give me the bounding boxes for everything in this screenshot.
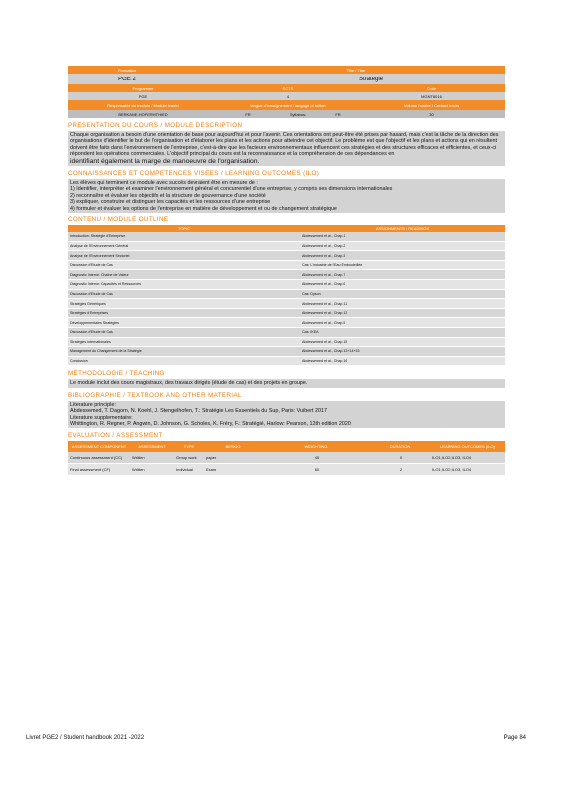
contenu-topic: Diagnostic Interne: Chaîne de Valeur — [70, 272, 129, 277]
competences-box — [68, 179, 505, 213]
header-leader-values-row — [68, 110, 505, 118]
volume-label: Volume horaire / Contact hours — [403, 102, 460, 108]
footer-page-number: Page 84 — [503, 735, 526, 741]
responsable-label: Responsable du module / Module leader — [107, 102, 179, 108]
bibliographie-line: Whittington, R. Regner, P. Angwin, D. Johnson, G. Scholes, K. Fréry, F.: Stratégié, Harlow: Pearson, 12th edition 2020 — [70, 421, 351, 427]
contenu-reading: Abdessemed et al., Chap.15 — [302, 339, 348, 344]
eval-col-ilo: LEARNING OUTCOMES (ILO) — [440, 444, 495, 450]
evaluation-ilo: ILO1,ILO2,ILO3, ILO4 — [432, 467, 472, 473]
evaluation-weighting: 60 — [314, 467, 320, 473]
evaluation-row — [68, 452, 505, 464]
header-leader-labels-row — [68, 100, 505, 110]
evaluation-table — [68, 452, 505, 476]
contenu-reading: Abdessemed et al., Chap.11 — [302, 301, 348, 306]
contenu-topic: Analyse de l'Environnement Sectoriel — [70, 253, 130, 258]
contenu-header-row — [68, 225, 505, 232]
contenu-topic: Introduction: Stratégie d'Entreprise — [70, 234, 126, 239]
langue-label: langue d'enseignement / langage of tuition — [250, 102, 326, 108]
contenu-row — [68, 299, 505, 309]
contenu-row — [68, 357, 505, 367]
presentation-text: Chaque organisation a besoin d'une orientation de base pour aujourd'hui et pour l'avenir. Ces orientations ont peut-être été prises par hasard, mais c'est la tâche de la direction des organisations d'identifier le but de l'organisation et d'élaborer les plans et les actions pour atteindre cet objectif. Le problème est que l'objectif et les plans et actions qui en résultent doivent être faits dans l'environnement de l'entreprise, c'est-à-dire que les facteurs environnementaux influencent ces stratégies et des structures efficaces et efficientes, et ceux-ci répondent les opérations commerciales. L'objectif principal du cours est la reconnaissance et la compréhension de ces dépendances en — [70, 132, 499, 158]
contenu-topic: Discussion d'Etude de Cas — [70, 330, 113, 335]
code-label: Code — [426, 85, 437, 91]
contenu-reading: Abdessemed et al., Chap.3 — [302, 253, 346, 258]
contenu-row — [68, 242, 505, 252]
methodologie-text: Le module inclut des cours magistraux, des travaux dirigés (étude de cas) et des projets en groupe. — [70, 380, 308, 387]
course-title: Stratégie — [358, 76, 383, 82]
program-value: PGE 2 — [118, 76, 136, 82]
methodologie-heading: METHODOLOGIE / TEACHING — [68, 370, 165, 378]
contenu-reading: Abdessemed et al., Chap.5 — [302, 320, 346, 325]
bibliographie-line: Literature principle: — [70, 401, 116, 408]
contenu-topic: Stratégies d'Entreprises — [70, 311, 109, 316]
evaluation-header-row — [68, 441, 505, 452]
footer-left: Livret PGE2 / Student handbook 2021 -2022 — [26, 735, 145, 741]
contenu-topic: Discussion d'Etude de Cas — [70, 291, 113, 296]
evaluation-weighting: 40 — [314, 455, 320, 461]
contenu-topic: Stratégies Internationales — [70, 339, 111, 344]
eval-col-type: TYPE — [183, 444, 195, 450]
contenu-row — [68, 338, 505, 348]
contenu-topic: Conclusion — [70, 359, 88, 364]
contenu-topic: Développementales Stratégies — [70, 320, 119, 325]
contenu-topic: Management du Changement de la Stratégie — [70, 349, 142, 354]
contenu-reading: Abdessemed et al., Chap.12 — [302, 311, 348, 316]
contenu-heading: CONTENU / MODULE OUTLINE — [68, 216, 169, 224]
contenu-reading: Abdessemed et al., Chap.13+14+15 — [302, 349, 360, 354]
evaluation-type: Individual — [176, 467, 193, 473]
evaluation-type: Group work — [176, 455, 197, 461]
contenu-topic: Stratégies Génériques — [70, 301, 106, 306]
evaluation-duration: 2 — [399, 467, 403, 473]
contenu-reading: Abdessemed et al., Chap.2 — [302, 243, 346, 248]
contenu-topic: Analyse de l'Environnement Général — [70, 243, 129, 248]
evaluation-component: Continuous assessment (CC) — [70, 455, 123, 461]
readings-col-header: ASSIGNMENTS / READINGS — [375, 226, 430, 232]
ects-label: ECTS — [282, 85, 294, 91]
evaluation-row — [68, 464, 505, 476]
hours-value: 30 — [429, 111, 434, 117]
evaluation-beskio: paper — [206, 455, 217, 461]
evaluation-beskio: Exam — [206, 467, 217, 473]
contenu-row — [68, 290, 505, 300]
ects-value: 4 — [286, 93, 290, 99]
presentation-heading: PRESENTATION DU COURS / MODULE DESCRIPTION — [68, 122, 243, 129]
programme-label: Programme — [132, 85, 154, 91]
contenu-reading: Abdessemed et al., Chap.1 — [302, 234, 346, 239]
bibliographie-heading: BIBLIOGRAPHIE / TEXTBOOK AND OTHER MATERIAL — [68, 391, 242, 399]
evaluation-assessment: Written — [132, 455, 145, 461]
contenu-reading: Abdessemed et al., Chap.6 — [302, 282, 346, 287]
contenu-table — [68, 232, 505, 366]
presentation-text-box — [68, 131, 505, 166]
contenu-reading: Abdessemed et al., Chap.16 — [302, 359, 348, 364]
eval-col-beskio: BESKIO — [225, 444, 241, 450]
eval-col-duration: DURATION — [389, 444, 411, 450]
eval-col-component: ASSESSMENT COMPONENT — [71, 444, 127, 450]
evaluation-ilo: ILO1,ILO2,ILO3, ILO4 — [432, 455, 472, 461]
titre-label: Title / Titre — [346, 67, 366, 73]
contenu-row — [68, 309, 505, 319]
evaluation-heading: EVALUATION / ASSESSMENT — [68, 432, 163, 440]
contenu-reading: Cas: IKEA — [302, 330, 319, 335]
header-title-row — [68, 66, 505, 74]
bibliographie-box — [68, 401, 505, 429]
contenu-row — [68, 347, 505, 357]
bibliographie-line: Abdessemed, T. Dagorn, N. Koehl, J. Stengelhofen, T.: Stratégie Les Essentiels du Sup, Paris: Vuibert 2017 — [70, 408, 328, 415]
contenu-row — [68, 280, 505, 290]
langue-value: FR — [245, 111, 251, 117]
contenu-topic: Diagnostic Interne: Capacités et Ressources — [70, 282, 141, 287]
contenu-topic: Discussion d'Etude de Cas — [70, 263, 113, 268]
contenu-row — [68, 261, 505, 271]
competence-item: 1) Identifier, interpréter et examiner l'environnement général et concurrentiel d'une entreprise, y compris ses dimensions internationales — [70, 186, 393, 193]
evaluation-duration: 0 — [399, 455, 403, 461]
bibliographie-line: Literature supplementaire: — [70, 414, 133, 421]
page-footer — [26, 735, 526, 741]
syllabus-label: Syllabus: — [289, 111, 307, 117]
evaluation-component: Final assessment (CF) — [70, 467, 111, 473]
code-value: MGNT8016 — [421, 93, 442, 99]
syllabus-value: FR — [335, 111, 341, 117]
header-labels-row — [68, 84, 505, 92]
contenu-row — [68, 232, 505, 242]
leader-value: BERKANE-HOFERHTHIED — [118, 111, 168, 117]
contenu-row — [68, 270, 505, 280]
contenu-reading: Abdessemed et al., Chap.7 — [302, 272, 346, 277]
presentation-text-large: identifiant également la marge de manoeuvre de l'organisation. — [70, 157, 260, 165]
competence-item: 3) expliquer, construire et distinguer les capacités et les ressources d'une entreprise — [70, 199, 271, 206]
competences-intro: Les élèves qui terminent ce module avec succès devraient être en mesure de : — [70, 180, 258, 187]
formation-label: Formation — [117, 67, 136, 73]
contenu-row — [68, 318, 505, 328]
competence-item: 4) formuler et évaluer les options de l'entreprise en matière de développement et ou de changement stratégique — [70, 205, 337, 212]
programme-value: PGE — [138, 93, 148, 99]
eval-col-weighting: WEIGHTING — [304, 444, 328, 450]
contenu-row — [68, 251, 505, 261]
competences-heading: CONNAISSANCES ET COMPETENCES VISEES / LEARNING OUTCOMES (ILO) — [68, 170, 320, 178]
contenu-reading: Cas: L'industrie de l'Eau Embouteillée — [302, 263, 363, 268]
contenu-row — [68, 328, 505, 338]
eval-col-assessment: ASSESSMENT — [138, 444, 166, 450]
header-values-row — [68, 92, 505, 100]
syllabus-page — [68, 66, 505, 476]
competence-item: 2) reconnaître et évaluer les objectifs et la structure de gouvernance d'une société — [70, 192, 266, 199]
header-program-row — [68, 74, 505, 84]
contenu-reading: Cas: Dyson — [302, 291, 321, 296]
topic-col-header: TOPIC — [177, 226, 191, 232]
evaluation-assessment: Written — [132, 467, 145, 473]
methodologie-box — [68, 379, 505, 387]
